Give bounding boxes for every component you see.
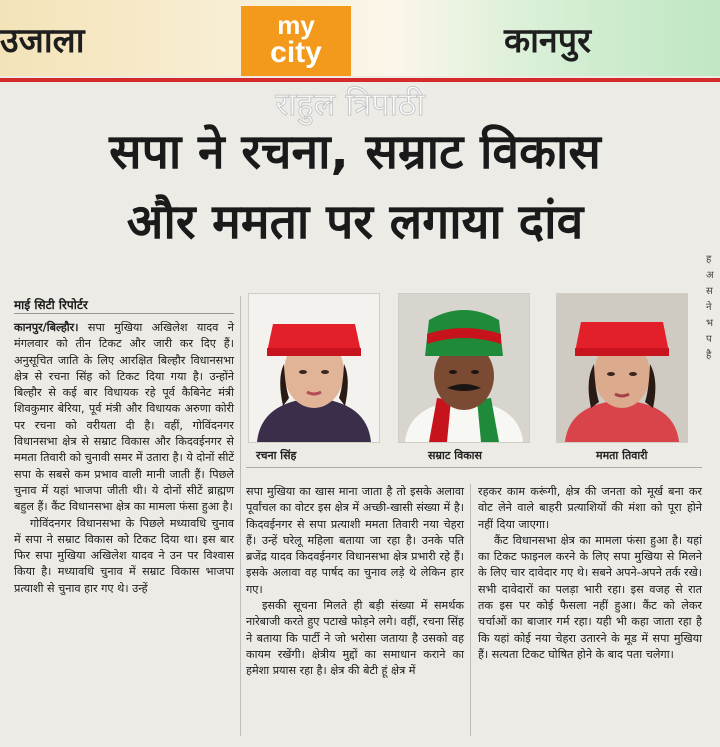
headline-line-2: और ममता पर लगाया दांव <box>126 194 584 250</box>
candidate-photo-samrat <box>398 293 530 443</box>
article-paragraph <box>14 320 234 516</box>
photo-caption-samrat: सम्राट विकास <box>428 449 482 462</box>
photo-caption-mamta: ममता तिवारी <box>596 449 648 462</box>
dateline: कानपुर/बिल्हौर। <box>14 321 79 334</box>
watermark: राहुल त्रिपाठी <box>275 85 425 123</box>
candidate-photo-mamta <box>556 293 688 443</box>
mycity-logo <box>241 6 351 76</box>
article-column-3 <box>478 484 702 663</box>
masthead-left-title: उजाला <box>0 21 85 61</box>
photo-caption-rachna: रचना सिंह <box>256 449 297 462</box>
article-column-2 <box>246 484 464 680</box>
mycity-logo-city: city <box>270 36 322 69</box>
article-paragraph: रहकर काम करूंगी, क्षेत्र की जनता को मूर्ख बना कर वोट लेने वाले बाहरी प्रत्याशियों की मंशा को पूरा होने नहीं दिया जाएगा। <box>478 485 702 531</box>
byline-divider <box>14 313 234 314</box>
candidate-photo-rachna <box>248 293 380 443</box>
mycity-logo-my: my <box>277 10 315 40</box>
column-rule-2 <box>470 484 471 736</box>
masthead-city-title: कानपुर <box>504 21 592 61</box>
article-text: सपा मुखिया अखिलेश यादव ने मंगलवार को तीन टिकट और जारी कर दिए हैं। अनुसूचित जाति के लिए आरक्षित बिल्हौर विधानसभा क्षेत्र से रचना सिंह को टिकट दिया गया है। उन्होंने बिल्हौर से कई बार विधायक रहे पूर्व कैबिनेट मंत्री शिवकुमार बेरिया, पूर्व मंत्री और विधायक अरुणा कोरी पर रचना को वरीयता दी है। वहीं, गोविंदनगर विधानसभा क्षेत्र से सम्राट विकास और किदवईनगर से ममता तिवारी को चुनावी समर में उतारा है। ये दोनों सीटें सपा के सबसे कम प्रभाव वाली मानी जाती हैं। पिछले चुनाव में यहां भाजपा जीती थी। ये दोनों सीटें ब्राह्मण बहुल हैं। कैंट विधानसभा क्षेत्र का मामला फंसा हुआ है। <box>14 321 235 514</box>
caption-divider <box>246 467 702 468</box>
next-article-sliver: ह अ स ने भ प है <box>706 254 714 361</box>
article-paragraph: गोविंदनगर विधानसभा के पिछले मध्यावधि चुनाव में सपा ने सम्राट विकास को टिकट दिया था। इस बार फिर सपा मुखिया अखिलेश यादव ने उन पर विश्वास किया है। मध्यावधि चुनाव में सम्राट विकास भाजपा प्रत्याशी से चुनाव हार गए थे। उन्हें <box>14 516 234 595</box>
headline-line-1: सपा ने रचना, सम्राट विकास <box>109 124 601 180</box>
article-paragraph: सपा मुखिया का खास माना जाता है तो इसके अलावा पूर्वांचल का वोटर इस क्षेत्र में अच्छी-खासी संख्या में है। किदवईनगर से सपा प्रत्याशी ममता तिवारी नया चेहरा हैं। उन्हें घरेलू महिला बताया जा रहा है। उनके पति ब्रजेंद्र यादव किदवईनगर विधानसभा क्षेत्र प्रभारी रहे हैं। इसके अलावा वह पार्षद का चुनाव लड़े थे लेकिन हार गए। <box>246 485 464 596</box>
article-paragraph: इसकी सूचना मिलते ही बड़ी संख्या में समर्थक नारेबाजी करते हुए पटाखे फोड़ने लगे। वहीं, रचना सिंह ने बताया कि पार्टी ने जो भरोसा जताया है उसको वह कायम रखेंगी। क्षेत्रीय मुद्दों का समाधान कराने का हमेशा प्रयास रहा है। क्षेत्र की बेटी हूं क्षेत्र में <box>246 599 464 678</box>
column-rule-1 <box>240 296 241 736</box>
byline: माई सिटी रिपोर्टर <box>14 298 88 312</box>
article-column-1 <box>14 320 234 597</box>
masthead <box>0 0 720 76</box>
article-paragraph: कैंट विधानसभा क्षेत्र का मामला फंसा हुआ है। यहां का टिकट फाइनल करने के लिए सपा मुखिया से मिलने के लिए चार दावेदार गए थे। सबने अपने-अपने तर्क रखे। सभी दावेदारों का पलड़ा भारी रहा। इस वजह से रात तक इस पर कोई फैसला नहीं हुआ। कैंट को लेकर चर्चाओं का बाजार गर्म रहा। यही भी कहा जाता रहा है कि यहां कोई नया चेहरा उतारने के मूड में सपा मुखिया हैं। सत्यता टिकट घोषित होने के बाद पता चलेगा। <box>478 533 702 661</box>
